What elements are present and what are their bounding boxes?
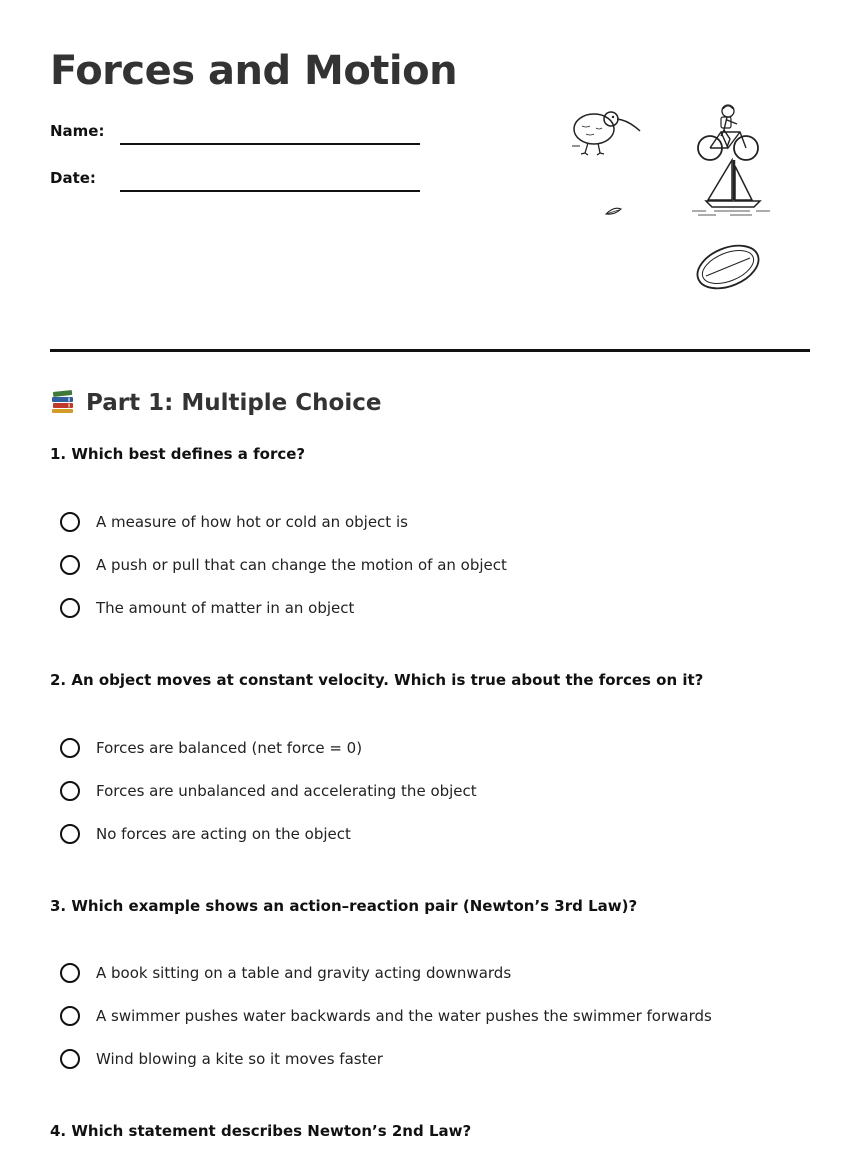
question-3-option-a[interactable] (60, 960, 511, 986)
radio-button[interactable] (60, 1049, 80, 1069)
part1-heading (50, 388, 381, 416)
question-2: 2. An object moves at constant velocity. Which is true about the forces on it? (50, 671, 704, 689)
radio-button[interactable] (60, 1006, 80, 1026)
part1-heading-text: Part 1: Multiple Choice (86, 390, 382, 416)
name-label: Name: (50, 122, 105, 140)
option-label: The amount of matter in an object (96, 599, 355, 617)
option-label: Forces are unbalanced and accelerating the object (96, 782, 477, 800)
kiwi-bird-icon (566, 104, 644, 160)
option-label: Wind blowing a kite so it moves faster (96, 1050, 383, 1068)
date-label: Date: (50, 169, 96, 187)
date-line[interactable] (120, 190, 420, 192)
section-divider (50, 349, 810, 352)
question-1-option-a[interactable] (60, 509, 408, 535)
books-icon (50, 388, 76, 414)
option-label: A push or pull that can change the motion of an object (96, 556, 507, 574)
radio-button[interactable] (60, 738, 80, 758)
question-3: 3. Which example shows an action–reaction pair (Newton’s 3rd Law)? (50, 897, 638, 915)
football-icon (694, 242, 762, 292)
option-label: Forces are balanced (net force = 0) (96, 739, 363, 757)
worksheet-title: Forces and Motion (50, 48, 458, 94)
question-3-option-b[interactable] (60, 1003, 712, 1029)
radio-button[interactable] (60, 963, 80, 983)
option-label: A book sitting on a table and gravity acting downwards (96, 964, 512, 982)
sailboat-icon (690, 158, 772, 218)
cyclist-icon (694, 102, 760, 164)
radio-button[interactable] (60, 824, 80, 844)
question-2-option-c[interactable] (60, 821, 351, 847)
option-label: No forces are acting on the object (96, 825, 351, 843)
question-4: 4. Which statement describes Newton’s 2nd Law? (50, 1122, 472, 1140)
question-3-option-c[interactable] (60, 1046, 383, 1072)
option-label: A measure of how hot or cold an object is (96, 513, 408, 531)
question-2-option-b[interactable] (60, 778, 477, 804)
question-2-option-a[interactable] (60, 735, 362, 761)
feather-icon (604, 206, 624, 218)
question-1-option-c[interactable] (60, 595, 354, 621)
option-label: A swimmer pushes water backwards and the water pushes the swimmer forwards (96, 1007, 712, 1025)
name-line[interactable] (120, 143, 420, 145)
radio-button[interactable] (60, 598, 80, 618)
radio-button[interactable] (60, 512, 80, 532)
question-1-option-b[interactable] (60, 552, 507, 578)
radio-button[interactable] (60, 781, 80, 801)
radio-button[interactable] (60, 555, 80, 575)
question-1: 1. Which best defines a force? (50, 445, 306, 463)
